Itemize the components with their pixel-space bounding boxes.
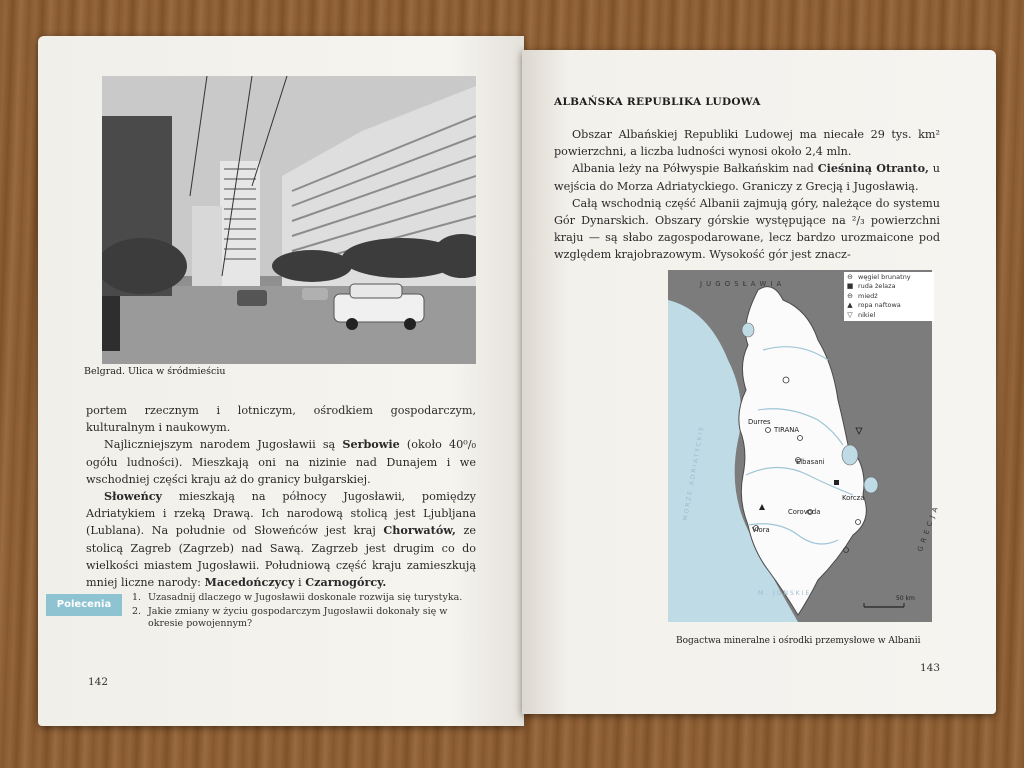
task-number: 1. (132, 592, 142, 603)
text-run: mieszkają na północy Jugosławii, pomiędzy Adriatykiem i rzeką Drawą. Ich narodową stolicą jest Ljubljana (Lublana). Na południe od Słoweńców jest kraj (86, 490, 476, 538)
legend-symbol: ⊖ (847, 273, 853, 281)
page-number-right: 143 (920, 662, 941, 674)
text-run: Najliczniejszym narodem Jugosławii są (104, 438, 343, 452)
bold-term: Czarnogórcy. (305, 575, 387, 590)
left-page-body-text (86, 402, 476, 591)
legend-item (846, 311, 932, 320)
text-run: portem rzecznym i lotniczym, ośrodkiem gospodarczym, kulturalnym i naukowym. (86, 404, 476, 435)
map-label-adriatic-sea: MORZE ADRIATYCKIE (682, 424, 706, 522)
map-label-elbasani: Elbasani (796, 458, 825, 466)
text-run: Obszar Albańskiej Republiki Ludowej ma niecałe 29 tys. km² powierzchni, a liczba ludności wynosi około 2,4 mln. (554, 128, 940, 159)
task-item (132, 606, 484, 630)
map-caption: Bogactwa mineralne i ośrodki przemysłowe w Albanii (676, 636, 921, 646)
map-scale-label: 50 km (896, 595, 915, 602)
belgrade-street-photo (102, 76, 476, 364)
task-item (132, 592, 484, 604)
legend-item (846, 301, 932, 310)
legend-item (846, 282, 932, 291)
map-label-korcza: Korcza (842, 494, 865, 502)
paragraph (86, 488, 476, 591)
map-label-durres: Durres (748, 418, 771, 426)
text-run: ze stolicą Zagreb (Zagrzeb) nad Sawą. Zagrzeb jest drugim co do wielkości miastem Jugosławii. Południową część kraju zamieszkują mniej liczne narody: (86, 524, 476, 590)
legend-label: ropa naftowa (858, 301, 901, 310)
text-run: Albania leży na Półwyspie Bałkańskim nad (572, 162, 818, 176)
right-page-body-text (554, 126, 940, 264)
task-number: 2. (132, 606, 142, 617)
bold-term: Serbowie (342, 437, 400, 452)
map-label-tirana: TIRANA (774, 426, 799, 434)
chapter-heading: ALBAŃSKA REPUBLIKA LUDOWA (554, 96, 761, 108)
legend-label: nikiel (858, 310, 876, 319)
legend-label: miedź (858, 291, 878, 300)
right-page (522, 50, 996, 714)
paragraph (554, 126, 940, 160)
legend-item (846, 273, 932, 282)
map-label-vlora: Vlora (752, 526, 770, 534)
text-run: i (294, 576, 306, 590)
bold-term: Chorwatów, (383, 523, 456, 538)
map-label-grecja: G R E C J A (916, 505, 940, 553)
photo-caption: Belgrad. Ulica w śródmieściu (84, 366, 226, 377)
legend-label: ruda żelaza (858, 282, 896, 291)
map-label-corovoda: Corovoda (788, 508, 821, 516)
legend-item (846, 292, 932, 301)
text-run: u wejścia do Morza Adriatyckiego. Graniczy z Grecją i Jugosławią. (554, 162, 940, 193)
albania-map (668, 270, 932, 622)
text-run: Całą wschodnią część Albanii zajmują góry, należące do systemu Gór Dynarskich. Obszary górskie występujące na ²/₃ powierzchni kraju — są słabo zagospodarowane, lecz bardzo urozmaicone pod względem krajobrazowym. Wysokość gór jest znacz- (554, 196, 940, 262)
paragraph (86, 436, 476, 488)
task-text: Jakie zmiany w życiu gospodarczym Jugosławii dokonały się w okresie powojennym? (148, 606, 448, 629)
bold-term: Cieśniną Otranto, (817, 161, 929, 176)
legend-symbol: ▽ (847, 310, 853, 319)
legend-symbol: ⊖ (847, 291, 853, 300)
map-legend (844, 272, 934, 321)
paragraph (554, 160, 940, 194)
text-run: (około 40⁰/₀ ogółu ludności). Mieszkają oni na nizinie nad Dunajem i we wschodniej części kraju aż do granicy bułgarskiej. (86, 438, 476, 486)
map-label-ionian-sea: M. JOŃSKIE (758, 590, 812, 597)
page-number-left: 142 (88, 676, 109, 688)
tasks-list (132, 592, 484, 632)
tasks-label: Polecenia (46, 594, 122, 616)
paragraph (554, 195, 940, 264)
bold-term: Słoweńcy (104, 489, 163, 504)
map-label-jugoslawia: J U G O S Ł A W I A (700, 280, 783, 288)
legend-symbol: ▲ (847, 301, 853, 310)
paragraph (86, 402, 476, 436)
left-page (38, 36, 524, 726)
legend-label: węgiel brunatny (858, 273, 911, 281)
bold-term: Macedończycy (204, 575, 295, 590)
task-text: Uzasadnij dlaczego w Jugosławii doskonale rozwija się turystyka. (148, 592, 463, 603)
legend-symbol: ■ (846, 282, 854, 291)
